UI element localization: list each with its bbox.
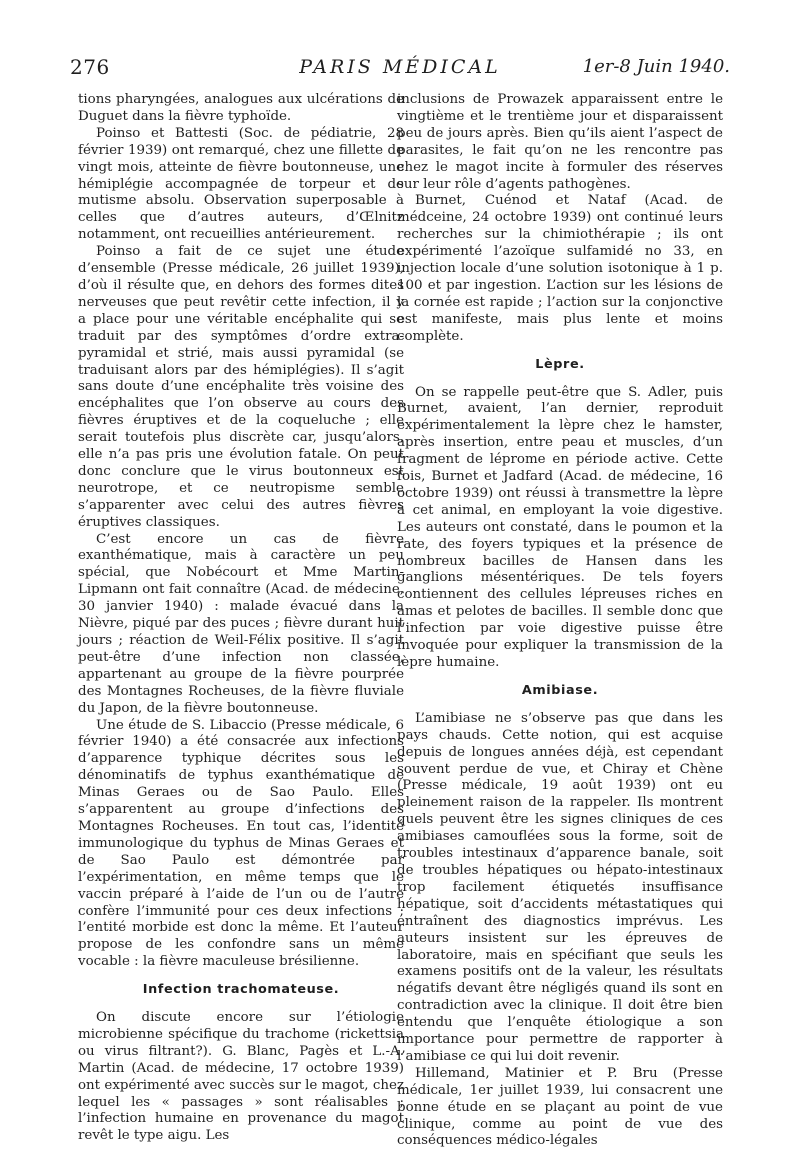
paragraph: tions pharyngées, analogues aux ulcérations de Duguet dans la fièvre typhoïde.	[78, 92, 404, 124]
left-column	[78, 92, 404, 1145]
issue-date: 1er-8 Juin 1940.	[582, 56, 730, 77]
paragraph: C’est encore un cas de fièvre exanthématique, mais à caractère un peu spécial, que Nobécourt et Mme Martin-Lipmann ont fait connaître (Acad. de médecine, 30 janvier 1940) : malade évacué dans la Nièvre, piqué par des puces ; fièvre durant huit jours ; réaction de Weil-Félix positive. Il s’agit peut-être d’une infection non classée, appartenant au groupe de la fièvre pourprée des Montagnes Rocheuses, de la fièvre fluviale du Japon, de la fièvre boutonneuse.	[78, 531, 404, 716]
right-column	[397, 92, 723, 1150]
section-heading-trachoma: Infection trachomateuse.	[142, 982, 340, 998]
paragraph: L’amibiase ne s’observe pas que dans les pays chauds. Cette notion, qui est acquise depuis de longues années déjà, est cependant souvent perdue de vue, et Chiray et Chène (Presse médicale, 19 août 1939) ont eu pleinement raison de la rappeler. Ils montrent quels peuvent être les signes cliniques de ces amibiases camouflées sous la forme, soit de troubles intestinaux d’apparence banale, soit de troubles hépatiques ou hépato-intestinaux trop facilement étiquetés insuffisance hépatique, soit d’accidents métastatiques qui entraînent des diagnostics imprévus. Les auteurs insistent sur les épreuves de laboratoire, mais en spécifiant que seuls les examens positifs ont de la valeur, les résultats négatifs devant être négligés quand ils sont en contradiction avec la clinique. Il doit être bien entendu que l’enquête étiologique a son importance pour permettre de rapporter à l’amibiase ce qui lui doit revenir.	[397, 710, 723, 1064]
paragraph: Une étude de S. Libaccio (Presse médicale, 6 février 1940) a été consacrée aux infections d’apparence typhique décrites sous les dénominatifs de typhus exanthématique de Minas Geraes ou de Sao Paulo. Elles s’apparentent au groupe d’infections des Montagnes Rocheuses. En tout cas, l’identité immunologique du typhus de Minas Geraes et de Sao Paulo est démontrée par l’expérimentation, en même temps que le vaccin préparé à l’aide de l’un ou de l’autre confère l’immunité pour ces deux infections ; l’entité morbide est donc la même. Et l’auteur propose de les confondre sans un même vocable : la fièvre maculeuse brésilienne.	[78, 717, 404, 970]
paragraph: inclusions de Prowazek apparaissent entre le vingtième et le trentième jour et disparaissent peu de jours après. Bien qu’ils aient l’aspect de parasites, le fait qu’on ne les rencontre pas chez le magot incite à formuler des réserves sur leur rôle d’agents pathogènes.	[397, 92, 723, 192]
paragraph: On se rappelle peut-être que S. Adler, puis Burnet, avaient, l’an dernier, reproduit expérimentalement la lèpre chez le hamster, après insertion, entre peau et muscles, d’un fragment de léprome en période active. Cette fois, Burnet et Jadfard (Acad. de médecine, 16 octobre 1939) ont réussi à transmettre la lèpre à cet animal, en employant la voie digestive. Les auteurs ont constaté, dans le poumon et la rate, des foyers typiques et la présence de nombreux bacilles de Hansen dans les ganglions mésentériques. De tels foyers contiennent des cellules lépreuses riches en amas et pelotes de bacilles. Il semble donc que l’infection par voie digestive puisse être invoquée pour expliquer la transmission de la lèpre humaine.	[397, 384, 723, 670]
paragraph: Poinso a fait de ce sujet une étude d’ensemble (Presse médicale, 26 juillet 1939), d’où il résulte que, en dehors des formes dites nerveuses que peut revêtir cette infection, il y a place pour une véritable encéphalite qui se traduit par des symptômes d’ordre extra-pyramidal et strié, mais aussi pyramidal (se traduisant alors par des hémiplégies). Il s’agit sans doute d’une encéphalite très voisine des encéphalites que l’on observe au cours des fièvres éruptives et de la coqueluche ; elle serait toutefois plus discrète car, jusqu’alors, elle n’a pas pris une évolution fatale. On peut donc conclure que le virus boutonneux est neurotrope, et ce neutropisme semble s’apparenter avec celui des autres fièvres éruptives classiques.	[78, 244, 404, 530]
page-number: 276	[70, 55, 110, 79]
journal-title: PARIS MÉDICAL	[299, 56, 501, 78]
paragraph: On discute encore sur l’étiologie microbienne spécifique du trachome (rickettsia ou virus filtrant?). G. Blanc, Pagès et L.-A. Martin (Acad. de médecine, 17 octobre 1939) ont expérimenté avec succès sur le magot, chez lequel les « passages » sont réalisables ; l’infection humaine en provenance du magot revêt le type aigu. Les	[78, 1010, 404, 1144]
paragraph: Burnet, Cuénod et Nataf (Acad. de médceine, 24 octobre 1939) ont continué leurs recherches sur la chimiothérapie ; ils ont expérimenté l’azoïque sulfamidé no 33, en injection locale d’une solution isotonique à 1 p. 100 et par ingestion. L’action sur les lésions de la cornée est rapide ; l’action sur la conjonctive est manifeste, mais plus lente et moins complète.	[397, 193, 723, 344]
section-heading-amibiase: Amibiase.	[521, 682, 599, 698]
section-heading-lepre: Lèpre.	[535, 356, 585, 372]
paragraph: Poinso et Battesti (Soc. de pédiatrie, 28 février 1939) ont remarqué, chez une fillette de vingt mois, atteinte de fièvre boutonneuse, une hémiplégie accompagnée de torpeur et de mutisme absolu. Observation superposable à celles que d’autres auteurs, d’Œlnitz notamment, ont recueillies antérieurement.	[78, 125, 404, 243]
page-header	[70, 55, 730, 85]
paragraph: Hillemand, Matinier et P. Bru (Presse médicale, 1er juillet 1939, lui consacrent une bonne étude en se plaçant au point de vue clinique, comme au point de vue des conséquences médico-légales	[397, 1065, 723, 1149]
